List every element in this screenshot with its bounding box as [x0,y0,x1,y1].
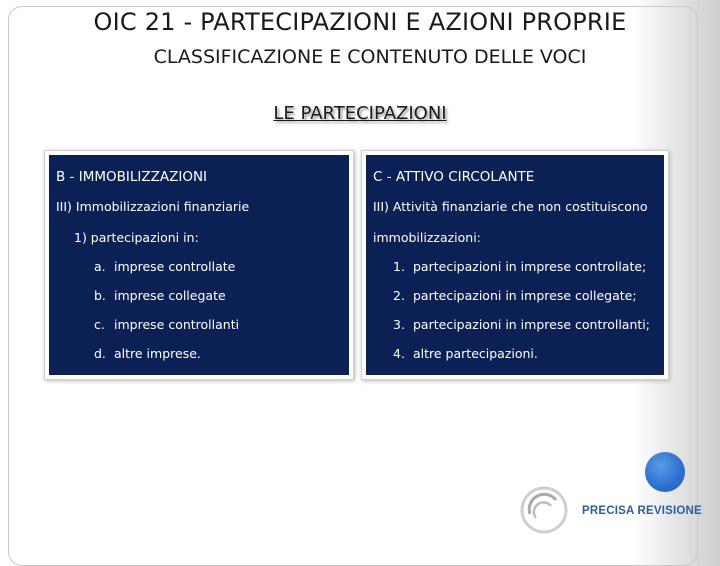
list-item [94,259,235,274]
list-item-text: partecipazioni in imprese controllanti; [413,317,650,332]
list-marker: 3. [393,317,405,332]
list-item-text: imprese collegate [114,288,226,303]
list-item [94,346,201,361]
section-heading: LE PARTECIPAZIONI [273,103,447,124]
list-item [393,288,637,303]
attivo-circolante-subheading: III) Attività finanziarie che non costituiscono [373,199,648,214]
list-item [94,288,226,303]
attivo-circolante-heading: C - ATTIVO CIRCOLANTE [373,169,535,185]
list-marker: d. [94,346,106,361]
list-item-text: altre partecipazioni. [413,346,538,361]
attivo-circolante-panel [361,150,669,380]
list-item-text: imprese controllanti [114,317,240,332]
blue-circle-icon [645,452,685,492]
list-item [393,317,650,332]
swirl-logo-icon [518,484,570,536]
list-marker: c. [94,317,105,332]
list-marker: 1. [393,259,405,274]
list-marker: a. [94,259,106,274]
list-item-text: altre imprese. [114,346,201,361]
immobilizzazioni-subheading: III) Immobilizzazioni finanziarie [56,199,250,214]
immobilizzazioni-panel [44,150,354,380]
list-item-text: partecipazioni in imprese controllate; [413,259,647,274]
partecipazioni-group: 1) partecipazioni in: [74,230,199,245]
immobilizzazioni-panel-body [49,155,349,375]
brand-name: PRECISA REVISIONE [582,505,702,517]
list-item-text: imprese controllate [114,259,236,274]
attivo-circolante-panel-body [366,155,664,375]
page-subtitle: CLASSIFICAZIONE E CONTENUTO DELLE VOCI [153,46,587,68]
page-title: OIC 21 - PARTECIPAZIONI E AZIONI PROPRIE [93,8,627,36]
list-marker: 2. [393,288,405,303]
immobilizzazioni-heading: B - IMMOBILIZZAZIONI [56,169,208,185]
list-item [393,346,538,361]
list-item [94,317,239,332]
attivo-circolante-subheading-cont: immobilizzazioni: [373,230,481,245]
list-item [393,259,646,274]
list-marker: 4. [393,346,405,361]
list-item-text: partecipazioni in imprese collegate; [413,288,637,303]
list-marker: b. [94,288,106,303]
